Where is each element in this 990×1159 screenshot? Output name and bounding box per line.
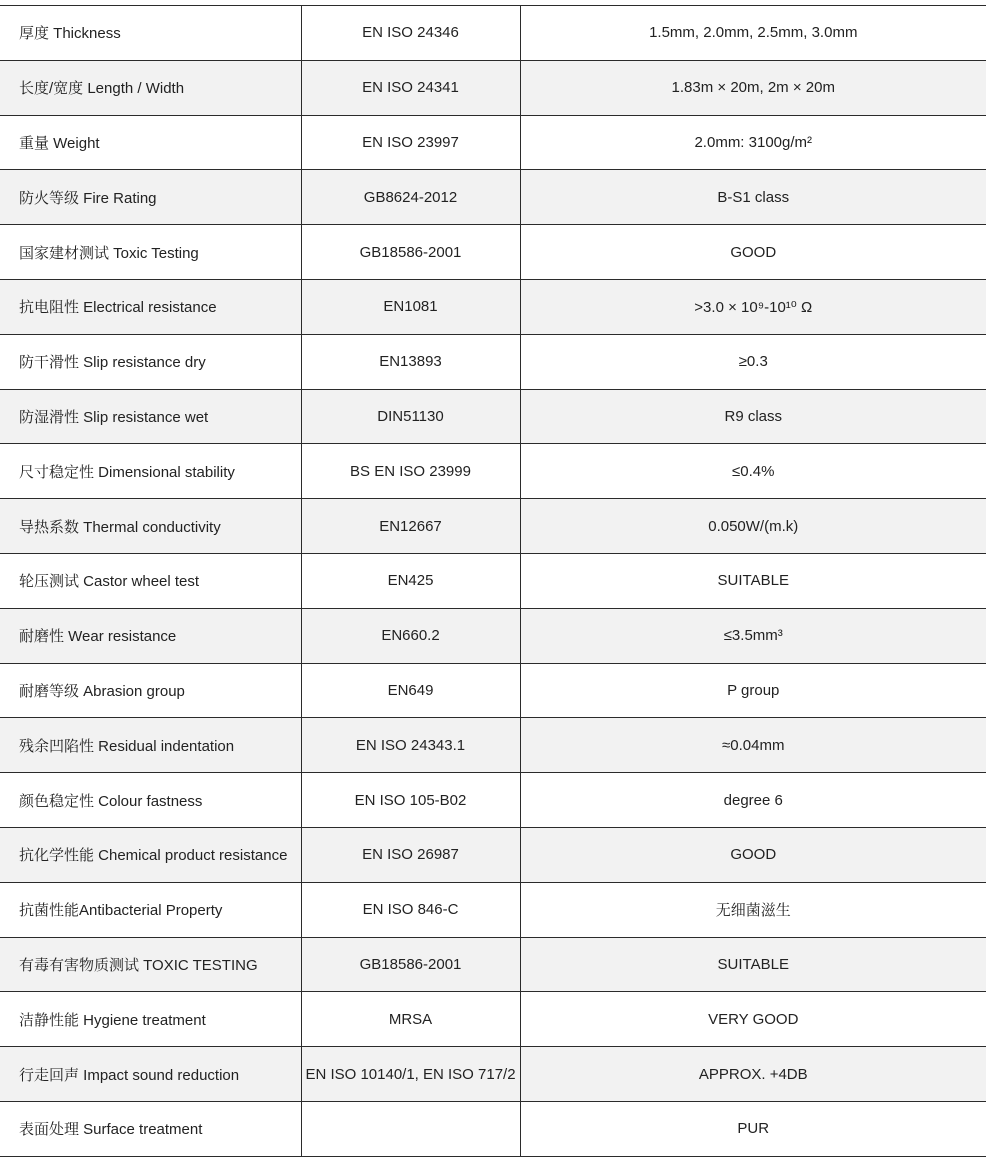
value-cell: ≈0.04mm bbox=[520, 718, 986, 773]
table-row bbox=[0, 115, 986, 170]
standard-cell: EN ISO 24341 bbox=[301, 60, 520, 115]
standard-cell: EN13893 bbox=[301, 334, 520, 389]
standard-cell: EN ISO 24343.1 bbox=[301, 718, 520, 773]
table-row bbox=[0, 444, 986, 499]
standard-cell: MRSA bbox=[301, 992, 520, 1047]
standard-cell: EN ISO 23997 bbox=[301, 115, 520, 170]
standard-cell: EN649 bbox=[301, 663, 520, 718]
standard-cell: EN660.2 bbox=[301, 608, 520, 663]
standard-cell bbox=[301, 1101, 520, 1156]
table-row bbox=[0, 60, 986, 115]
standard-cell: EN ISO 26987 bbox=[301, 827, 520, 882]
value-cell: B-S1 class bbox=[520, 170, 986, 225]
table-row bbox=[0, 718, 986, 773]
table-row bbox=[0, 1047, 986, 1102]
value-cell: ≤3.5mm³ bbox=[520, 608, 986, 663]
value-cell: GOOD bbox=[520, 827, 986, 882]
property-cell: 防干滑性 Slip resistance dry bbox=[0, 334, 301, 389]
table-row bbox=[0, 499, 986, 554]
table-row bbox=[0, 334, 986, 389]
standard-cell: EN ISO 105-B02 bbox=[301, 773, 520, 828]
property-cell: 导热系数 Thermal conductivity bbox=[0, 499, 301, 554]
table-row bbox=[0, 389, 986, 444]
property-cell: 耐磨性 Wear resistance bbox=[0, 608, 301, 663]
value-cell: VERY GOOD bbox=[520, 992, 986, 1047]
spec-table bbox=[0, 5, 986, 1157]
standard-cell: BS EN ISO 23999 bbox=[301, 444, 520, 499]
value-cell: 0.050W/(m.k) bbox=[520, 499, 986, 554]
table-row bbox=[0, 225, 986, 280]
standard-cell: GB18586-2001 bbox=[301, 937, 520, 992]
value-cell: >3.0 × 10⁹-10¹⁰ Ω bbox=[520, 279, 986, 334]
spec-table-body bbox=[0, 6, 986, 1157]
value-cell: GOOD bbox=[520, 225, 986, 280]
property-cell: 耐磨等级 Abrasion group bbox=[0, 663, 301, 718]
standard-cell: EN ISO 846-C bbox=[301, 882, 520, 937]
property-cell: 防湿滑性 Slip resistance wet bbox=[0, 389, 301, 444]
standard-cell: EN ISO 24346 bbox=[301, 6, 520, 61]
value-cell: 1.83m × 20m, 2m × 20m bbox=[520, 60, 986, 115]
table-row bbox=[0, 553, 986, 608]
property-cell: 行走回声 Impact sound reduction bbox=[0, 1047, 301, 1102]
value-cell: SUITABLE bbox=[520, 937, 986, 992]
value-cell: ≤0.4% bbox=[520, 444, 986, 499]
value-cell: PUR bbox=[520, 1101, 986, 1156]
value-cell: ≥0.3 bbox=[520, 334, 986, 389]
table-row bbox=[0, 608, 986, 663]
table-row bbox=[0, 6, 986, 61]
property-cell: 国家建材测试 Toxic Testing bbox=[0, 225, 301, 280]
value-cell: R9 class bbox=[520, 389, 986, 444]
value-cell: P group bbox=[520, 663, 986, 718]
table-row bbox=[0, 170, 986, 225]
value-cell: 无细菌滋生 bbox=[520, 882, 986, 937]
table-row bbox=[0, 882, 986, 937]
standard-cell: EN12667 bbox=[301, 499, 520, 554]
table-row bbox=[0, 992, 986, 1047]
property-cell: 抗电阻性 Electrical resistance bbox=[0, 279, 301, 334]
value-cell: degree 6 bbox=[520, 773, 986, 828]
value-cell: APPROX. +4DB bbox=[520, 1047, 986, 1102]
standard-cell: EN425 bbox=[301, 553, 520, 608]
property-cell: 表面处理 Surface treatment bbox=[0, 1101, 301, 1156]
property-cell: 尺寸稳定性 Dimensional stability bbox=[0, 444, 301, 499]
property-cell: 长度/宽度 Length / Width bbox=[0, 60, 301, 115]
property-cell: 重量 Weight bbox=[0, 115, 301, 170]
table-row bbox=[0, 279, 986, 334]
property-cell: 颜色稳定性 Colour fastness bbox=[0, 773, 301, 828]
table-row bbox=[0, 1101, 986, 1156]
property-cell: 抗菌性能Antibacterial Property bbox=[0, 882, 301, 937]
property-cell: 残余凹陷性 Residual indentation bbox=[0, 718, 301, 773]
standard-cell: DIN51130 bbox=[301, 389, 520, 444]
property-cell: 抗化学性能 Chemical product resistance bbox=[0, 827, 301, 882]
standard-cell: EN1081 bbox=[301, 279, 520, 334]
table-row bbox=[0, 937, 986, 992]
value-cell: SUITABLE bbox=[520, 553, 986, 608]
property-cell: 轮压测试 Castor wheel test bbox=[0, 553, 301, 608]
table-row bbox=[0, 663, 986, 718]
table-row bbox=[0, 773, 986, 828]
property-cell: 防火等级 Fire Rating bbox=[0, 170, 301, 225]
standard-cell: GB8624-2012 bbox=[301, 170, 520, 225]
property-cell: 洁静性能 Hygiene treatment bbox=[0, 992, 301, 1047]
value-cell: 2.0mm: 3100g/m² bbox=[520, 115, 986, 170]
standard-cell: EN ISO 10140/1, EN ISO 717/2 bbox=[301, 1047, 520, 1102]
property-cell: 有毒有害物质测试 TOXIC TESTING bbox=[0, 937, 301, 992]
property-cell: 厚度 Thickness bbox=[0, 6, 301, 61]
value-cell: 1.5mm, 2.0mm, 2.5mm, 3.0mm bbox=[520, 6, 986, 61]
standard-cell: GB18586-2001 bbox=[301, 225, 520, 280]
table-row bbox=[0, 827, 986, 882]
